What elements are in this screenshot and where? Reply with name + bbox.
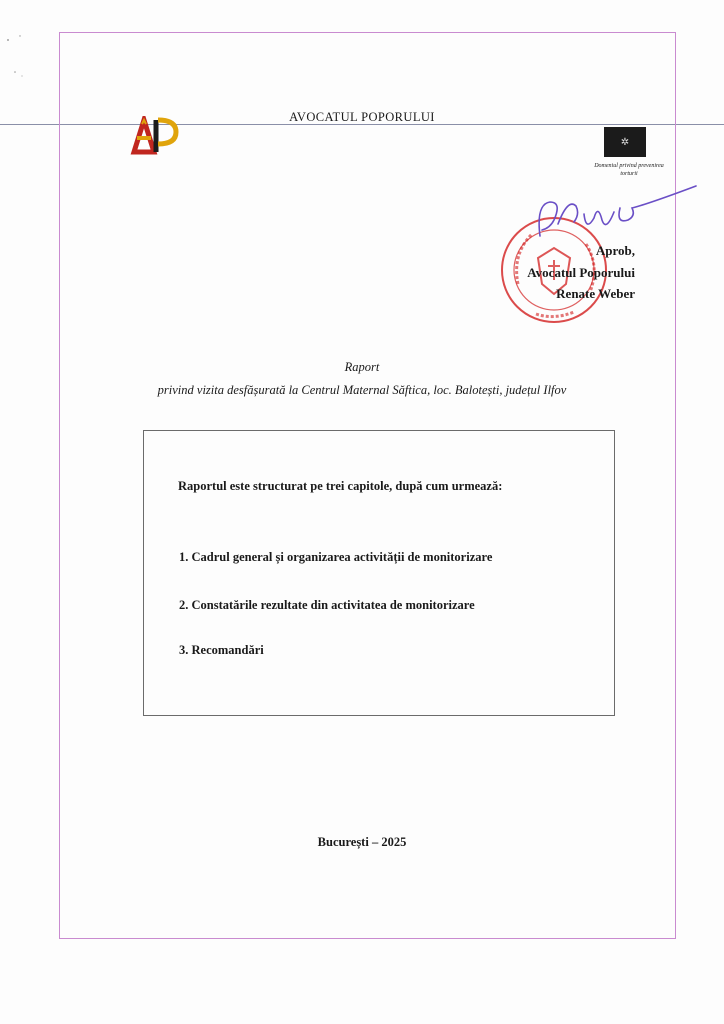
contents-intro: Raportul este structurat pe trei capitole, după cum urmează:	[178, 479, 503, 493]
report-title: Raport	[344, 360, 380, 374]
institution-title: AVOCATUL POPORULUI	[289, 110, 435, 124]
npm-logo-caption: Domeniul privind prevenirea torturii	[594, 163, 664, 177]
chapter-item: 3. Recomandări	[179, 643, 264, 657]
npm-logo-icon: ✲	[604, 127, 646, 157]
report-subtitle: privind vizita desfășurată la Centrul Maternal Săftica, loc. Balotești, județul Ilfov	[157, 383, 567, 397]
contents-box	[143, 430, 615, 716]
chapter-item: 1. Cadrul general și organizarea activității de monitorizare	[179, 550, 493, 564]
chapter-item: 2. Constatările rezultate din activitatea de monitorizare	[179, 598, 475, 612]
place-and-year: București – 2025	[317, 835, 407, 849]
approval-name: Renate Weber	[556, 286, 635, 301]
approval-block	[525, 240, 635, 305]
approval-role: Avocatul Poporului	[527, 264, 635, 280]
approval-label: Aprob,	[595, 243, 635, 258]
scan-specks	[0, 0, 60, 120]
